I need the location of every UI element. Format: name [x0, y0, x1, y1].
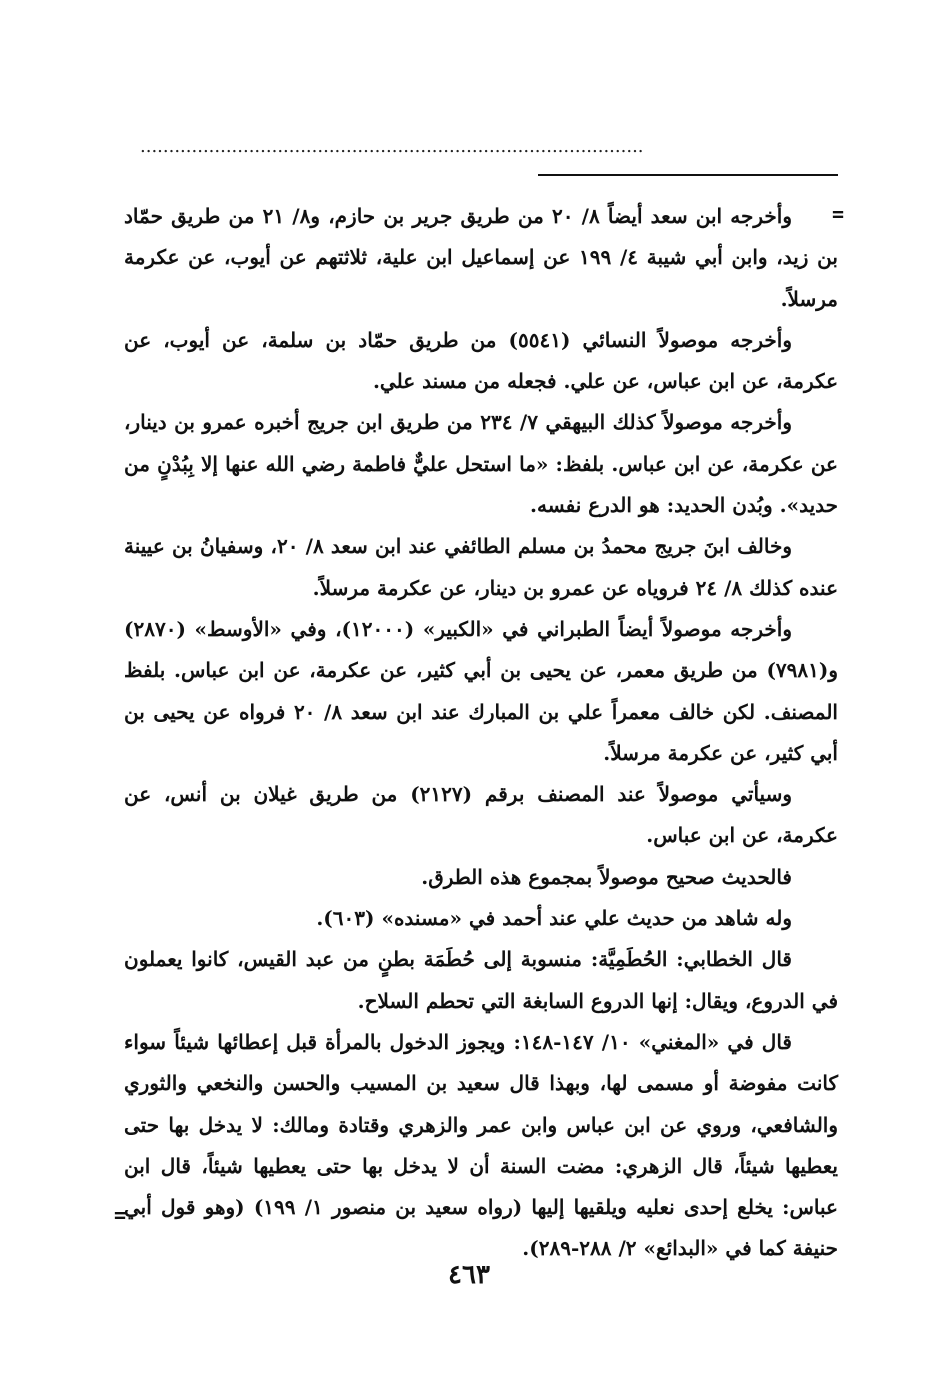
paragraph-4: وخالف ابنَ جريج محمدُ بن مسلم الطائفي عند ابن سعد ٨/ ٢٠، وسفيانُ بن عيينة عنده كذلك ٨/ ٢٤ فروياه عن عمرو بن دينار، عن عكرمة مرسلاً.	[124, 534, 838, 600]
paragraph-2: وأخرجه موصولاً النسائي (٥٥٤١) من طريق حمّاد بن سلمة، عن أيوب، عن عكرمة، عن ابن عباس، عن علي. فجعله من مسند علي.	[124, 327, 838, 394]
footnote-rule	[538, 174, 838, 176]
paragraph-9: قال الخطابي: الحُطَمِيَّة: منسوبة إلى حُطَمَة بطنٍ من عبد القيس، كانوا يعملون في الدروع، ويقال: إنها الدروع السابغة التي تحطم السلاح.	[124, 947, 838, 1013]
paragraph-1: وأخرجه ابن سعد أيضاً ٨/ ٢٠ من طريق جرير بن حازم، و٨/ ٢١ من طريق حمّاد بن زيد، وابن أبي شيبة ٤/ ١٩٩ عن إسماعيل ابن علية، ثلاثتهم عن أيوب، عن عكرمة مرسلاً.	[124, 204, 838, 311]
footnote-text	[124, 196, 838, 1270]
paragraph-3: وأخرجه موصولاً كذلك البيهقي ٧/ ٢٣٤ من طريق ابن جريج أخبره عمرو بن دينار، عن عكرمة، عن ابن عباس. بلفظ: «ما استحل عليٌّ فاطمة رضي الله عنها إلا بِبُدْنٍ من حديد». وبُدن الحديد: هو الدرع نفسه.	[124, 410, 838, 518]
paragraph-5: وأخرجه موصولاً أيضاً الطبراني في «الكبير» (١٢٠٠٠)، وفي «الأوسط» (٢٨٧٠) و(٧٩٨١) من طريق معمر، عن يحيى بن أبي كثير، عن عكرمة، عن ابن عباس. بلفظ المصنف. لكن خالف معمراً علي بن المبارك عند ابن سعد ٨/ ٢٠ فرواه عن يحيى بن أبي كثير، عن عكرمة مرسلاً.	[124, 616, 838, 765]
dotted-separator: ........................................................................................	[140, 136, 644, 156]
continuation-mark-bottom: =	[114, 1203, 127, 1227]
page-number: ٤٦٣	[448, 1260, 490, 1290]
paragraph-10: قال في «المغني» ١٠/ ١٤٧-١٤٨: ويجوز الدخول بالمرأة قبل إعطائها شيئاً سواء كانت مفوضة أو مسمى لها، وبهذا قال سعيد بن المسيب والحسن والنخعي والثوري والشافعي، وروي عن ابن عباس وابن عمر والزهري وقتادة ومالك: لا يدخل بها حتى يعطيها شيئاً، قال الزهري: مضت السنة أن لا يدخل بها حتى يعطيها شيئاً، قال ابن عباس: يخلع إحدى نعليه ويلقيها إليها (رواه سعيد بن منصور ١/ ١٩٩) (وهو قول أبي حنيفة كما في «البدائع» ٢/ ٢٨٨-٢٨٩).	[124, 1029, 838, 1261]
paragraph-6: وسيأتي موصولاً عند المصنف برقم (٢١٢٧) من طريق غيلان بن أنس، عن عكرمة، عن ابن عباس.	[124, 782, 838, 848]
continuation-mark-top: =	[832, 202, 845, 226]
paragraph-8: وله شاهد من حديث علي عند أحمد في «مسنده» (٦٠٣).	[316, 906, 792, 931]
paragraph-7: فالحديث صحيح موصولاً بمجموع هذه الطرق.	[421, 864, 792, 889]
